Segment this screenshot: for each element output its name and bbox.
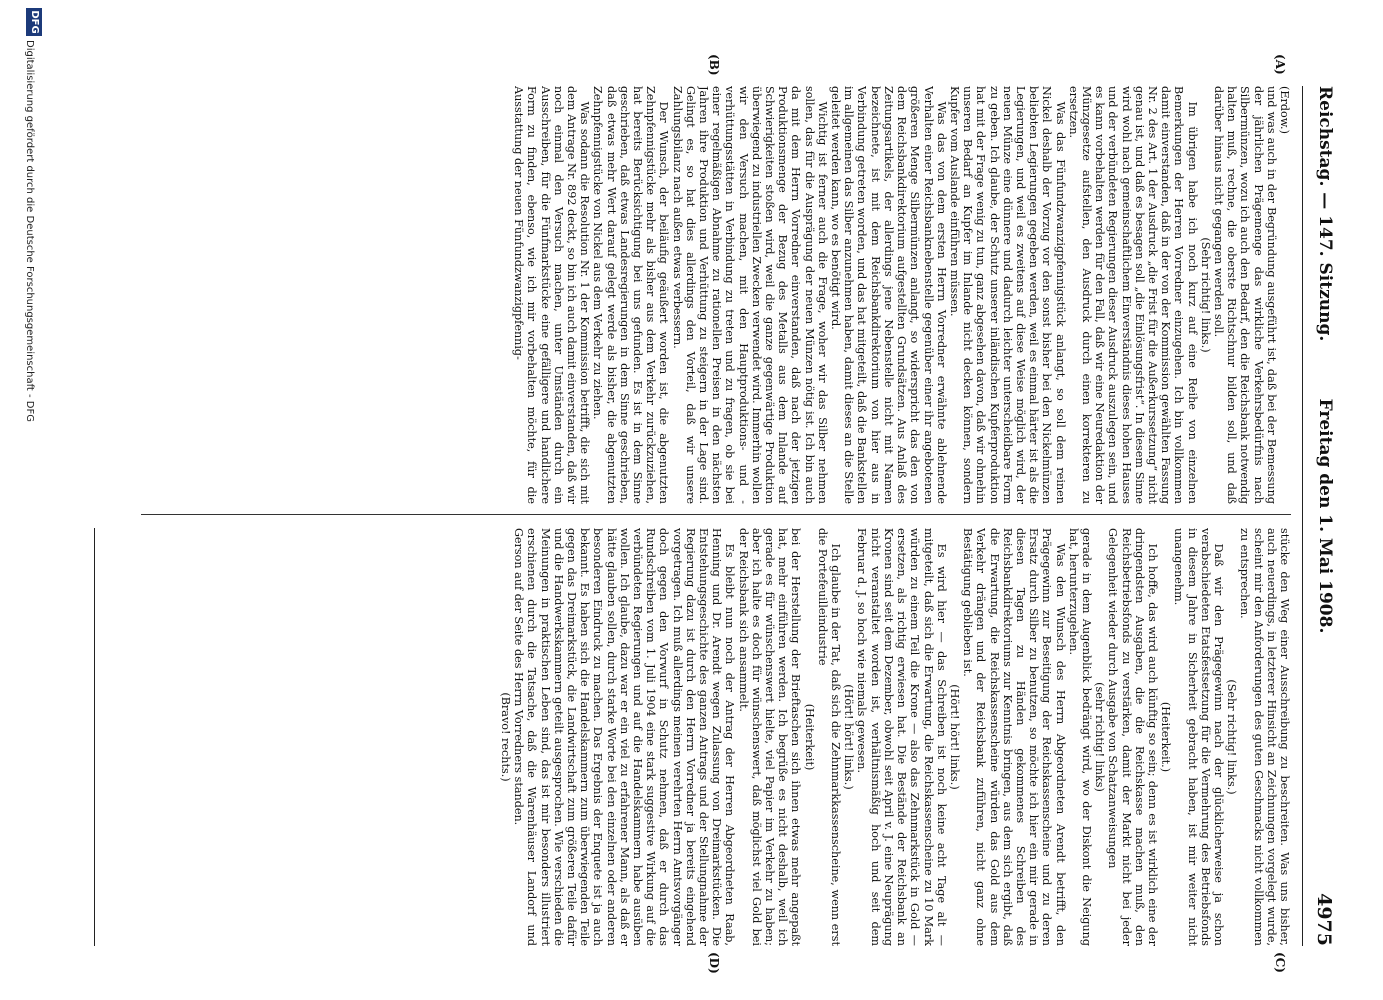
paragraph: Was sodann die Resolution Nr. 1 der Kommission betrifft, die sich mit dem Antrage Nr. 892 deckt, so bin ich auch damit einverstanden, daß wir noch einmal den Versuch machen, unter Umständen durch ein Ausschreiben, für die Fünfmarkstücke eine gefälligere und handlichere Form zu finden, ebenso, wie ich mir vorbehalten möchte, für die Ausstattung der neuen Fünfundzwanzigpfennig-: [512, 86, 592, 504]
applause-note: (Heiterkeit): [802, 703, 816, 771]
applause-note: (Hört! hört! links.): [947, 684, 961, 790]
speaker-line: (Erdow.): [1278, 86, 1291, 134]
margin-marker-c: (C): [1273, 952, 1287, 973]
page-header: [1307, 86, 1335, 946]
applause-note: (Bravo! rechts.): [499, 692, 513, 782]
dfg-logo: DFG: [26, 8, 42, 36]
header-date: Freitag den 1. Mai 1908.: [1315, 398, 1335, 634]
paragraph: und was auch in der Begründung ausgeführt ist, daß bei der Bemessung der jährlichen Prägemenge das wirkliche Verkehrsbedürfnis nach Silbermünzen, wozu ich auch den Bedarf, den die Reichsbank notwendig halten muß, rechne, die oberste Richtschnur bilden soll, und daß darüber hinaus nicht gegangen werden soll.: [1211, 86, 1278, 504]
applause-note: (Sehr richtig! links.): [1225, 679, 1239, 795]
paragraph: Im übrigen habe ich noch kurz auf eine Reihe von einzelnen Bemerkungen der Herren Vorredner einzugehen. Ich bin vollkommen damit einverstanden, daß in der von der Kommission gewählten Fassung Nr. 2 des Art. 1 der Ausdruck „die Frist für die Außerkurssetzung“ nicht genau ist, und daß es besagen soll „die Einlösungsfrist“. In diesem Sinne wird wohl nach gemeinschaftlichem Einverständnis dieses hohen Hauses und der verbündeten Regierungen dieser Ausdruck auszulegen sein, und es kann vorbehalten werden für den Fall, daß wir eine Neuredaktion der Münzgesetze aufstellen, den Ausdruck durch einen korrekteren zu ersetzen.: [1066, 86, 1199, 504]
paragraph: stücke den Weg einer Ausschreibung zu beschreiten. Was uns bisher, auch neuerdings, in letzterer Hinsicht an Zeichnungen vorgelegt wurde, scheint mir den Anforderungen des guten Geschmacks nicht vollkommen zu entsprechen.: [1238, 528, 1291, 946]
paragraph: Wichtig ist ferner auch die Frage, woher wir das Silber nehmen sollen, das für die Ausprägung der neuen Münzen nötig ist. Ich bin auch da mit dem Herrn Vorredner einverstanden, daß nach der jetzigen Produktionsmenge der Bezug des Metalls aus dem Inlande auf Schwierigkeiten stoßen wird, weil die ganze gegenwärtige Produktion überwiegend zu industriellen Zwecken verwendet wird. Immerhin wollen wir den Versuch machen, mit den Hauptproduktions- und -verhüttungsstätten in Verbindung zu treten und zu fragen, ob sie bei einer regelmäßigen Abnahme zu rationellen Preisen in den nächsten Jahren ihre Produktion und Verhüttung zu steigern in der Lage sind. Gelingt es, so hat dies allerdings den Vorteil, daß wir unsere Zahlungsbilanz nach außen etwas verbessern.: [670, 86, 829, 504]
header-rule: [1302, 86, 1303, 946]
paragraph: Ich glaube in der Tat, daß sich die Zehnmarkkassenscheine, wenn erst die Portefeuilleindustrie: [815, 528, 843, 946]
paragraph: gerade in dem Augenblick bedrängt wird, wo der Diskont die Neigung hat, herunterzugehen.: [1066, 528, 1093, 946]
paragraph: Daß wir den Prägegewinn nach der glücklicherweise ja schon verabschiedeten Etatsfestsetzung für die Vermehrung des Betriebsfonds in diesem Jahre in Sicherheit gebracht haben, ist mir weiter nicht unangenehm.: [1172, 528, 1225, 946]
applause-note: (Sehr richtig! links.): [1198, 237, 1212, 353]
paragraph: Es bleibt nun noch der Antrag der Herren Abgeordneten Raab, Henning und Dr. Arendt wegen Zulassung von Dreimarkstücken. Die Entstehungsgeschichte des ganzen Antrags und der Stellungnahme der Regierung dazu ist durch den Herrn Vorredner ja bereits eingehend vorgetragen. Ich muß allerdings meinen verehrten Herrn Amtsvorgänger doch gegen den Vorwurf in Schutz nehmen, daß er durch das Rundschreiben vom 1. Juli 1904 eine stark suggestive Wirkung auf die verbündeten Regierungen und auf die Handelskammern habe ausüben wollen. Ich glaube, dazu war er ein viel zu erfahrener Mann, als daß er hätte glauben sollen, durch starke Worte bei den einzelnen oder anderen besonderen Eindruck zu machen. Das Ergebnis der Enquete ist ja auch bekannt. Es haben sich die Handelskammern zum überwiegenden Teile gegen das Dreimarkstück, die Landwirtschaft zum größeren Teile dafür und die Handwerkskammern geteilt ausgesprochen. Wie verschieden die Meinungen in praktischen Leben sind, das ist mir besonders illustriert erschienen durch die Tatsache, daß die Warenhäuser Landorf und Gerson auf der Seite des Herrn Vorredners standen.: [512, 528, 737, 946]
applause-note: (sehr richtig! links): [1093, 682, 1107, 792]
digitization-note: Digitalisierung gefördert durch die Deutsche Forschungsgemeinschaft - DFG: [24, 40, 35, 423]
paragraph: Was das von dem ersten Herrn Vorredner erwähnte ablehnende Verhalten einer Reichsbanknebenstelle gegenüber einer ihr angebotenen größeren Menge Silbermünzen anlangt, so widerspricht das den von dem Reichsbankdirektorium aufgestellten Grundsätzen. Aus Anlaß des Zeitungsartikels, der allerdings jene Nebenstelle nicht mit Namen bezeichnete, ist mit dem Reichsbankdirektorium von hier aus in Verbindung getreten worden, und das hat mitgeteilt, daß die Bankstellen im allgemeinen das Silber anzunehmen haben, damit dieses an die Stelle geleitet werden kann, wo es benötigt wird.: [829, 86, 948, 504]
paragraph: Der Wunsch, der beiläufig geäußert worden ist, die abgenutzten Zehnpfennigstücke mehr als bisher aus dem Verkehr zurückzuziehen, hat bereits Berücksichtigung bei uns gefunden. Es ist in dem Sinne geschrieben, daß etwas Landesregierungen in dem Sinne geschrieben, daß etwas mehr Wert darauf gelegt werde als bisher, die abgenutzten Zehnpfennigstücke von Nickel aus dem Verkehr zu ziehen.: [591, 86, 671, 504]
header-session: Reichstag. — 147. Sitzung.: [1315, 86, 1335, 342]
applause-note: (Heiterkeit.): [1159, 701, 1173, 773]
paragraph: Was das Fünfundzwanzigpfennigstück anlangt, so soll dem reinen Nickel deshalb der Vorzug vor den sonst bisher bei den Nickelmünzen beliebten Legierungen gegeben werden, weil es einmal härter ist als die Legierungen, und weil es zweitens auf diese Weise möglich wird, der neuen Münze eine dünnere und dadurch leichter unterscheidbare Form zu geben. Ich glaube, der Schutz unserer inländischen Kupferproduktion hat mit der Frage wenig zu tun, ganz abgesehen davon, daß wir ohnehin unseren Bedarf an Kupfer im Inlande nicht decken können, sondern Kupfer vom Auslande einführen müssen.: [947, 86, 1067, 504]
right-column: [101, 528, 1291, 946]
paragraph: bei der Herstellung der Brieftaschen sich ihnen etwas mehr angepaßt hat, mehr einführen werden. Ich begrüße es nicht deshalb, weil ich gerade es für wünschenswert hielte, viel Papier im Verkehr zu haben; aber ich halte es doch für wünschenswert, daß möglichst viel Gold bei der Reichsbank sich ansammelt.: [736, 528, 803, 946]
column-divider: [141, 514, 1291, 515]
margin-marker-b: (B): [707, 54, 721, 76]
closing-rule: [94, 528, 95, 946]
margin-marker-a: (A): [1273, 54, 1287, 75]
applause-note: (Hört! hört! links.): [842, 684, 856, 790]
paragraph: Es wird hier — das Schreiben ist noch keine acht Tage alt — mitgeteilt, daß sich die Erwartung, die Reichskassenscheine zu 10 Mark würden zu einem Teil die Krone — also das Zehnmarkstück in Gold — ersetzen, als richtig erwiesen hat. Die Bestände der Reichsbank an Kronen sind seit dem Dezember, obwohl seit April v. J. eine Neuprägung nicht veranstaltet worden ist, verhältnismäßig hoch und seit dem Februar d. J. so hoch wie niemals gewesen.: [855, 528, 948, 946]
paragraph: Was den Wunsch des Herrn Abgeordneten Arendt betrifft, den Prägegewinn zur Beseitigung der Reichskassenscheine und zu deren Ersatz durch Silber zu benutzen, so möchte ich hier ein mir gerade in diesen Tagen zu Händen gekommenes Schreiben des Reichsbankdirektoriums zur Kenntnis bringen, aus dem sich ergibt, daß die Erwartung, die Reichskassenscheine würden das Gold aus dem Verkehr drängen und der Reichsbank zuführen, nicht ganz ohne Bestätigung geblieben ist.: [961, 528, 1067, 946]
left-column: [101, 86, 1291, 504]
paragraph: Ich hoffe, das wird auch künftig so sein; denn es ist wirklich eine der dringendsten Ausgaben, die die Reichskasse machen muß, den Reichsbetriebsfonds zu verstärken, damit der Markt nicht bei jeder Gelegenheit wieder durch Ausgabe von Schatzanweisungen: [1106, 528, 1159, 946]
margin-marker-d: (D): [707, 952, 721, 974]
page-number: 4975: [1313, 893, 1335, 946]
